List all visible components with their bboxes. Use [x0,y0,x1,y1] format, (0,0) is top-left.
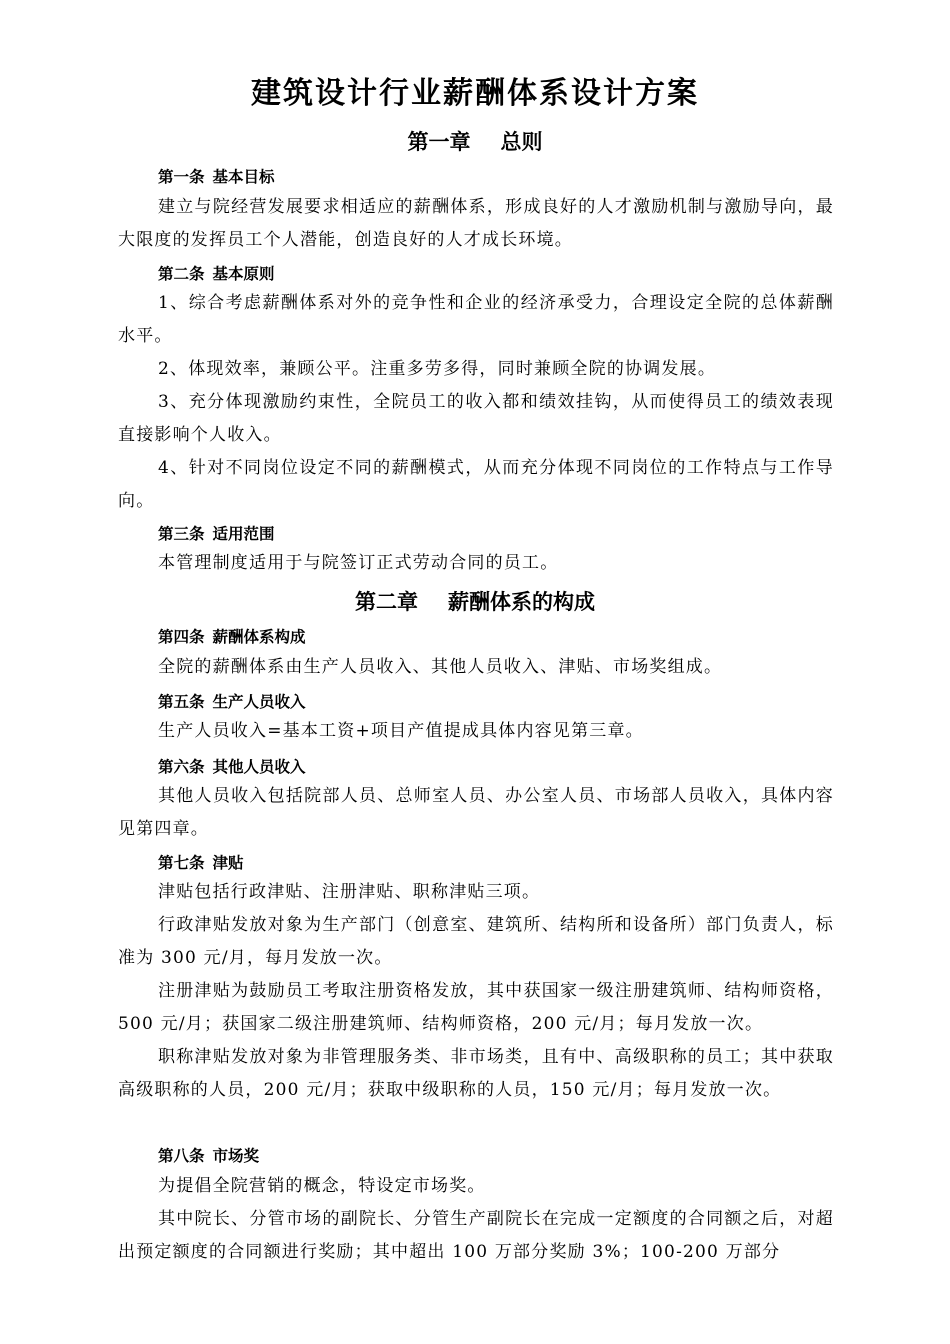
article-name: 其他人员收入 [212,758,306,776]
chapter-name: 薪酬体系的构成 [448,590,595,614]
paragraph: 1、综合考虑薪酬体系对外的竞争性和企业的经济承受力，合理设定全院的总体薪酬水平。 [118,293,834,346]
article-8-heading [158,1144,259,1166]
article-name: 适用范围 [212,525,275,543]
article-1-heading [158,165,275,187]
article-name: 基本目标 [212,168,275,186]
article-3-heading [158,522,275,544]
paragraph: 职称津贴发放对象为非管理服务类、非市场类，且有中、高级职称的员工；其中获取高级职称的人员，200 元/月；获取中级职称的人员，150 元/月；每月发放一次。 [118,1047,834,1100]
chapter-number: 第一章 [407,130,471,154]
paragraph: 3、充分体现激励约束性，全院员工的收入都和绩效挂钩，从而使得员工的绩效表现直接影响个人收入。 [118,392,834,445]
paragraph: 生产人员收入=基本工资+项目产值提成具体内容见第三章。 [158,721,644,741]
chapter-number: 第二章 [355,590,418,614]
chapter-name: 总则 [500,130,543,154]
paragraph: 4、针对不同岗位设定不同的薪酬模式，从而充分体现不同岗位的工作特点与工作导向。 [118,458,834,511]
article-number: 第三条 [158,525,205,543]
article-number: 第六条 [158,758,205,776]
article-number: 第二条 [158,265,205,283]
article-2-heading [158,262,275,284]
article-name: 津贴 [212,854,244,872]
article-number: 第一条 [158,168,205,186]
paragraph: 注册津贴为鼓励员工考取注册资格发放，其中获国家一级注册建筑师、结构师资格，500 元/月；获国家二级注册建筑师、结构师资格，200 元/月；每月发放一次。 [118,981,834,1034]
article-name: 生产人员收入 [212,693,306,711]
article-number: 第八条 [158,1147,205,1165]
article-7-heading [158,851,244,873]
paragraph: 行政津贴发放对象为生产部门（创意室、建筑所、结构所和设备所）部门负责人，标准为 300 元/月，每月发放一次。 [118,915,834,968]
article-name: 基本原则 [212,265,275,283]
paragraph: 2、体现效率，兼顾公平。注重多劳多得，同时兼顾全院的协调发展。 [158,359,717,379]
article-6-heading [158,755,306,777]
article-4-heading [158,625,306,647]
paragraph: 建立与院经营发展要求相适应的薪酬体系，形成良好的人才激励机制与激励导向，最大限度的发挥员工个人潜能，创造良好的人才成长环境。 [118,197,834,250]
article-5-heading [158,690,306,712]
chapter-1-heading [0,126,950,156]
chapter-2-heading [0,586,950,616]
paragraph: 为提倡全院营销的概念，特设定市场奖。 [158,1176,486,1196]
paragraph: 全院的薪酬体系由生产人员收入、其他人员收入、津贴、市场奖组成。 [158,657,723,677]
article-number: 第五条 [158,693,205,711]
article-number: 第七条 [158,854,205,872]
document-title: 建筑设计行业薪酬体系设计方案 [251,76,699,111]
paragraph: 其他人员收入包括院部人员、总师室人员、办公室人员、市场部人员收入，具体内容见第四章。 [118,786,834,839]
article-number: 第四条 [158,628,205,646]
paragraph: 本管理制度适用于与院签订正式劳动合同的员工。 [158,553,559,573]
article-name: 薪酬体系构成 [212,628,306,646]
paragraph: 津贴包括行政津贴、注册津贴、职称津贴三项。 [158,882,541,902]
article-name: 市场奖 [212,1147,260,1165]
paragraph: 其中院长、分管市场的副院长、分管生产副院长在完成一定额度的合同额之后，对超出预定额度的合同额进行奖励；其中超出 100 万部分奖励 3%；100-200 万部分 [118,1209,834,1262]
